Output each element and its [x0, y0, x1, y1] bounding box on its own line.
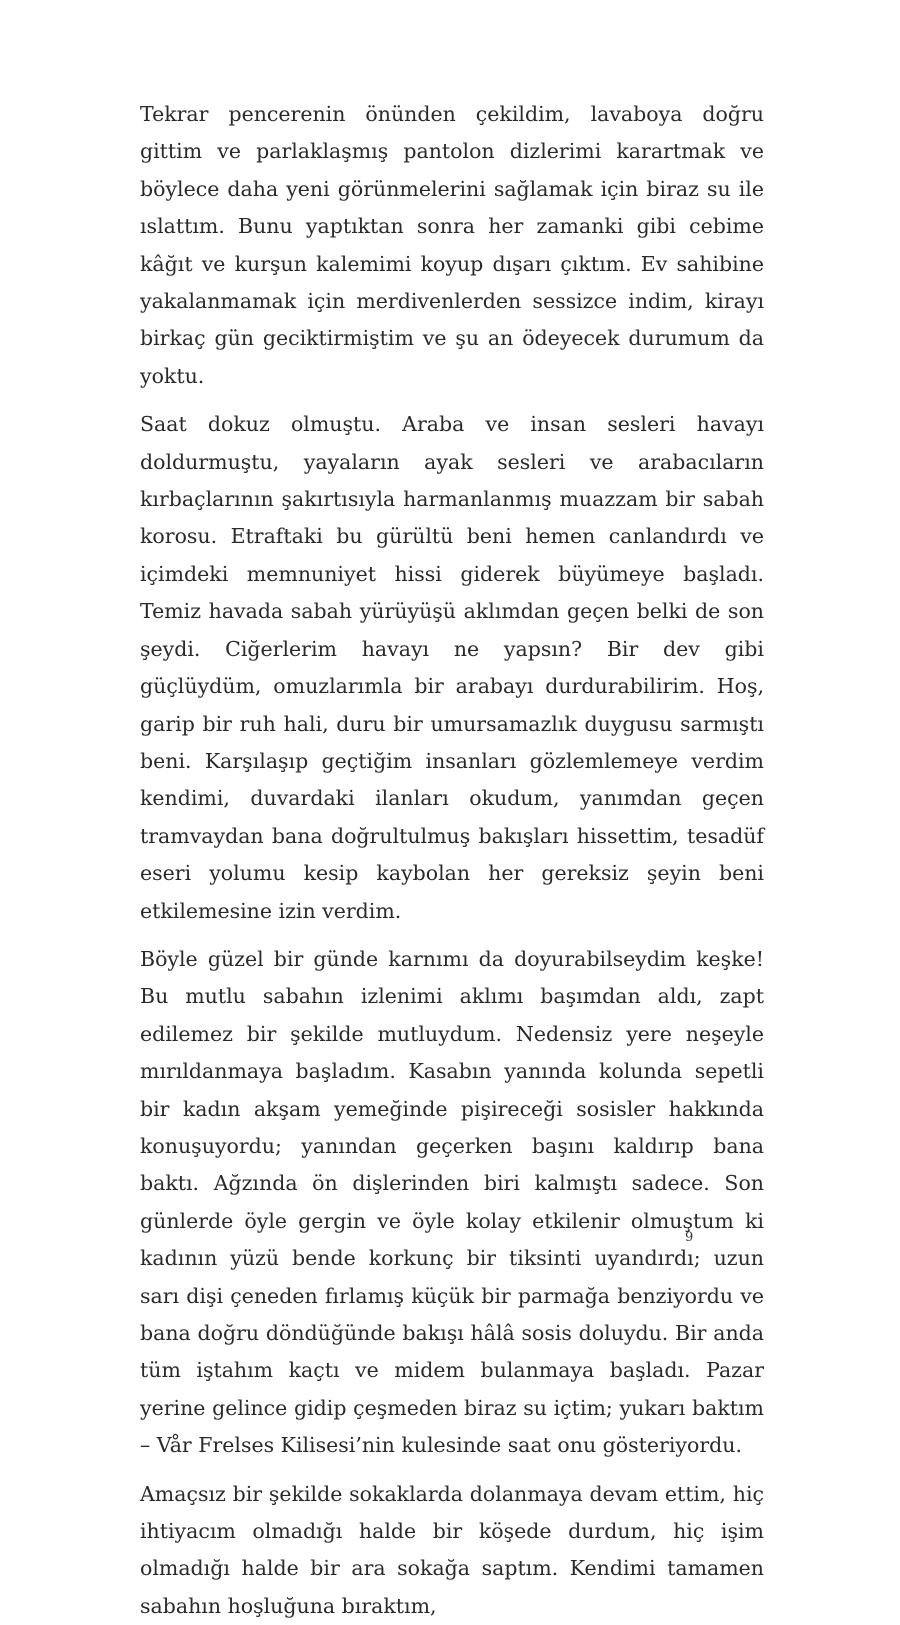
paragraph-3: Böyle güzel bir günde karnımı da doyurabilseydim keşke! Bu mutlu sabahın izlenimi aklımı başımdan aldı, zapt edilemez bir şekilde mutluydum. Nedensiz yere neşeyle mırıldanmaya başladım. Kasabın yanında kolunda sepetli bir kadın akşam yemeğinde pişireceği sosisler hakkında konuşuyordu; yanından geçerken başını kaldırıp bana baktı. Ağzında ön dişlerinden biri kalmıştı sadece. Son günlerde öyle gergin ve öyle kolay etkilenir olmuştum ki kadının yüzü bende korkunç bir tiksinti uyandırdı; uzun sarı dişi çeneden fırlamış küçük bir parmağa benziyordu ve bana doğru döndüğünde bakışı hâlâ sosis doluydu. Bir anda tüm iştahım kaçtı ve midem bulanmaya başladı. Pazar yerine gelince gidip çeşmeden biraz su içtim; yukarı baktım – Vår Frelses Kilisesi’nin kulesinde saat onu gösteriyordu.	[140, 946, 764, 1458]
paragraph-1: Tekrar pencerenin önünden çekildim, lavaboya doğru gittim ve parlaklaşmış pantolon dizlerimi karartmak ve böylece daha yeni görünmelerini sağlamak için biraz su ile ıslattım. Bunu yaptıktan sonra her zamanki gibi cebime kâğıt ve kurşun kalemimi koyup dışarı çıktım. Ev sahibine yakalanmamak için merdivenlerden sessizce indim, kirayı birkaç gün geciktirmiştim ve şu an ödeyecek durumum da yoktu.	[140, 102, 764, 388]
page-number: 9	[685, 1230, 694, 1245]
paragraph-2: Saat dokuz olmuştu. Araba ve insan sesleri havayı doldurmuştu, yayaların ayak sesleri ve arabacıların kırbaçlarının şakırtısıyla harmanlanmış muazzam bir sabah korosu. Etraftaki bu gürültü beni hemen canlandırdı ve içimdeki memnuniyet hissi giderek büyümeye başladı. Temiz havada sabah yürüyüşü aklımdan geçen belki de son şeydi. Ciğerlerim havayı ne yapsın? Bir dev gibi güçlüydüm, omuzlarımla bir arabayı durdurabilirim. Hoş, garip bir ruh hali, duru bir umursamazlık duygusu sarmıştı beni. Karşılaşıp geçtiğim insanları gözlemlemeye verdim kendimi, duvardaki ilanları okudum, yanımdan geçen tramvaydan bana doğrultulmuş bakışları hissettim, tesadüf eseri yolumu kesip kaybolan her gereksiz şeyin beni etkilemesine izin verdim.	[140, 412, 764, 923]
body-text	[140, 96, 764, 1625]
paragraph-4: Amaçsız bir şekilde sokaklarda dolanmaya devam ettim, hiç ihtiyacım olmadığı halde bir köşede durdum, hiç işim olmadığı halde bir ara sokağa saptım. Kendimi tamamen sabahın hoşluğuna bıraktım,	[140, 1481, 764, 1618]
